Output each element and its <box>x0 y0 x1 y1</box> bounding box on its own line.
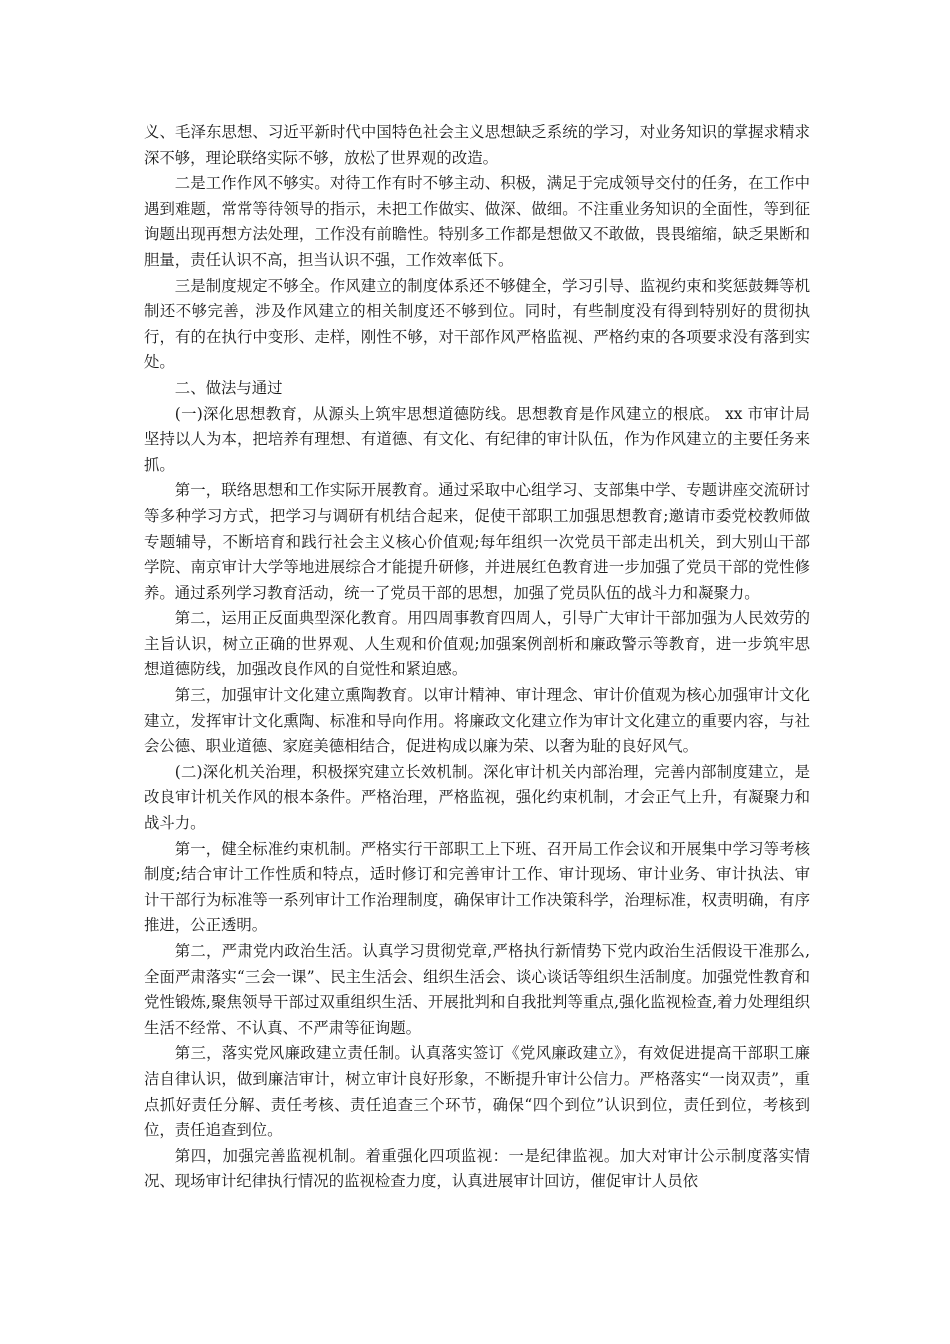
paragraph: (一)深化思想教育，从源头上筑牢思想道德防线。思想教育是作风建立的根底。 xx 市审计局坚持以人为本，把培养有理想、有道德、有文化、有纪律的审计队伍，作为作风建立的主要任务来抓。 <box>144 404 810 474</box>
paragraph: 三是制度规定不够全。作风建立的制度体系还不够健全，学习引导、监视约束和奖惩鼓舞等机制还不够完善，涉及作风建立的相关制度还不够到位。同时，有些制度没有得到特别好的贯彻执行，有的在执行中变形、走样，刚性不够，对干部作风严格监视、严格约束的各项要求没有落到实处。 <box>144 276 810 372</box>
paragraph: 第一，健全标准约束机制。严格实行干部职工上下班、召开局工作会议和开展集中学习等考核制度;结合审计工作性质和特点，适时修订和完善审计工作、审计现场、审计业务、审计执法、审计干部行为标准等一系列审计工作治理制度，确保审计工作决策科学，治理标准，权责明确，有序推进，公正透明。 <box>144 839 810 935</box>
paragraph: 二是工作作风不够实。对待工作有时不够主动、积极，满足于完成领导交付的任务，在工作中遇到难题，常常等待领导的指示，未把工作做实、做深、做细。不注重业务知识的全面性，等到征询题出现再想方法处理，工作没有前瞻性。特别多工作都是想做又不敢做，畏畏缩缩，缺乏果断和胆量，责任认识不高，担当认识不强，工作效率低下。 <box>144 174 810 269</box>
paragraph: (二)深化机关治理，积极探究建立长效机制。深化审计机关内部治理，完善内部制度建立，是改良审计机关作风的根本条件。严格治理，严格监视，强化约束机制，才会正气上升，有凝聚力和战斗力。 <box>144 762 810 833</box>
paragraph: 第三，落实党风廉政建立责任制。认真落实签订《党风廉政建立》，有效促进提高干部职工廉洁自律认识，做到廉洁审计，树立审计良好形象，不断提升审计公信力。严格落实“一岗双责”，重点抓好责任分解、责任考核、责任追查三个环节，确保“四个到位”认识到位，责任到位，考核到位，责任追查到位。 <box>144 1044 810 1140</box>
paragraph-continued: 义、毛泽东思想、习近平新时代中国特色社会主义思想缺乏系统的学习，对业务知识的掌握求精求深不够，理论联络实际不够，放松了世界观的改造。 <box>144 123 810 167</box>
paragraph: 第三，加强审计文化建立熏陶教育。以审计精神、审计理念、审计价值观为核心加强审计文化建立，发挥审计文化熏陶、标准和导向作用。将廉政文化建立作为审计文化建立的重要内容，与社会公德、职业道德、家庭美德相结合，促进构成以廉为荣、以奢为耻的良好风气。 <box>144 686 810 756</box>
paragraph: 第二，运用正反面典型深化教育。用四周事教育四周人，引导广大审计干部加强为人民效劳的主旨认识，树立正确的世界观、人生观和价值观;加强案例剖析和廉政警示等教育，进一步筑牢思想道德防线，加强改良作风的自觉性和紧迫感。 <box>144 609 810 679</box>
paragraph: 第二，严肃党内政治生活。认真学习贯彻党章,严格执行新情势下党内政治生活假设干准那么,全面严肃落实“三会一课”、民主生活会、组织生活会、谈心谈话等组织生活制度。加强党性教育和党性锻炼,聚焦领导干部过双重组织生活、开展批判和自我批判等重点,强化监视检查,着力处理组织生活不经常、不认真、不严肃等征询题。 <box>144 942 810 1037</box>
paragraph: 第一，联络思想和工作实际开展教育。通过采取中心组学习、支部集中学、专题讲座交流研讨等多种学习方式，把学习与调研有机结合起来，促使干部职工加强思想教育;邀请市委党校教师做专题辅导，不断培育和践行社会主义核心价值观;每年组织一次党员干部走出机关，到大别山干部学院、南京审计大学等地进展综合才能提升研修，并进展红色教育进一步加强了党员干部的党性修养。通过系列学习教育活动，统一了党员干部的思想，加强了党员队伍的战斗力和凝聚力。 <box>144 481 810 602</box>
paragraph: 第四，加强完善监视机制。着重强化四项监视：一是纪律监视。加大对审计公示制度落实情况、现场审计纪律执行情况的监视检查力度，认真进展审计回访，催促审计人员依 <box>144 1146 810 1191</box>
document-page <box>144 120 810 1195</box>
section-heading: 二、做法与通过 <box>174 378 283 397</box>
